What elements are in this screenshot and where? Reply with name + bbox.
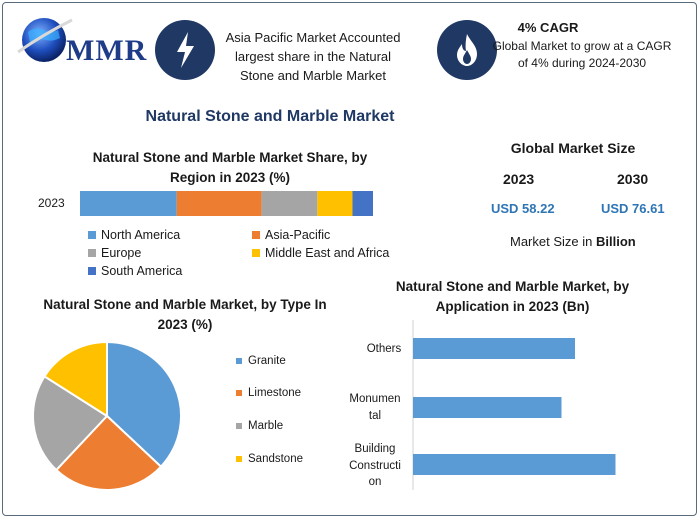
legend-label: Marble <box>248 420 284 432</box>
app-label-line: Constructi <box>349 459 401 472</box>
unit-bold: Billion <box>595 234 636 249</box>
cagr-text: Global Market to grow at a CAGR of 4% during 2024-2030 <box>492 39 672 70</box>
app-label-line: on <box>368 476 382 488</box>
application-chart-title: Natural Stone and Marble Market, by Application in 2023 (Bn) <box>395 279 630 314</box>
market-value-2023: USD 58.22 <box>491 201 555 216</box>
legend-label: Sandstone <box>248 453 303 465</box>
app-label-monumental <box>340 391 410 424</box>
app-label-line: Building <box>354 443 396 455</box>
legend-label: Granite <box>248 355 286 367</box>
app-label-line: Others <box>366 343 402 355</box>
region-chart-title: Natural Stone and Marble Market Share, by Region in 2023 (%) <box>92 150 368 185</box>
app-label-line: tal <box>368 409 382 422</box>
page-title: Natural Stone and Marble Market <box>145 108 395 125</box>
application-bar-buildingconstruction <box>413 454 616 475</box>
year-2023: 2023 <box>503 171 535 187</box>
year-2030: 2030 <box>617 171 649 187</box>
highlight-asia-pacific: Asia Pacific Market Accounted largest share in the Natural Stone and Marble Market <box>225 30 401 83</box>
app-label-others <box>355 341 413 358</box>
legend-label: Middle East and Africa <box>265 246 390 260</box>
logo-text: MMR <box>66 34 148 67</box>
app-label-building-construction <box>340 441 410 491</box>
app-label-line: Monumen <box>349 393 401 405</box>
application-bar-monumental <box>413 397 562 418</box>
legend-label: Europe <box>101 246 142 260</box>
global-market-title: Global Market Size <box>510 140 636 156</box>
legend-label: North America <box>101 228 181 242</box>
application-bar-others <box>413 338 575 359</box>
type-chart-title: Natural Stone and Marble Market, by Type In 2023 (%) <box>43 297 327 332</box>
market-value-2030: USD 76.61 <box>601 201 665 216</box>
legend-label: Limestone <box>248 387 302 399</box>
unit-prefix: Market Size in <box>510 234 596 249</box>
legend-label: South America <box>101 264 183 278</box>
legend-label: Asia-Pacific <box>265 228 331 242</box>
region-bar-category: 2023 <box>38 196 65 210</box>
cagr-title: 4% CAGR <box>517 20 579 35</box>
